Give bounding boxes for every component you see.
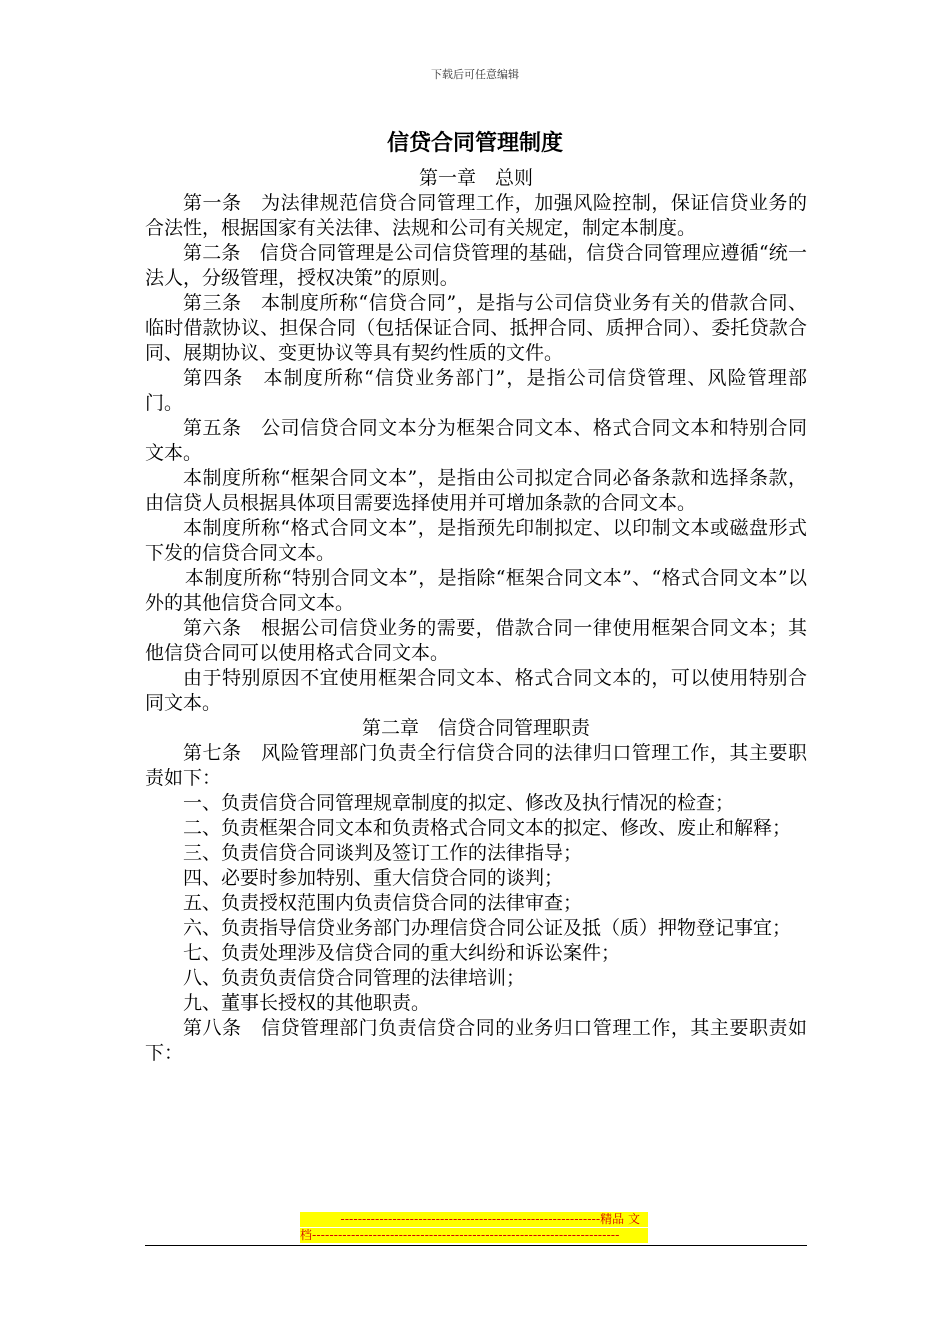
- list-item: 六、负责指导信贷业务部门办理信贷合同公证及抵（质）押物登记事宜；: [183, 917, 792, 939]
- article-5-paragraph-2: 本制度所称“框架合同文本”，是指由公司拟定合同必备条款和选择条款，由信贷人员根据具体项目需要选择使用并可增加条款的合同文本。: [145, 467, 807, 514]
- article-4: 第四条 本制度所称“信贷业务部门”，是指公司信贷管理、风险管理部门。: [145, 367, 807, 414]
- list-item: 一、负责信贷合同管理规章制度的拟定、修改及执行情况的检查；: [183, 792, 735, 814]
- list-item: 八、负责负责信贷合同管理的法律培训；: [183, 967, 526, 989]
- article-6: 第六条 根据公司信贷业务的需要，借款合同一律使用框架合同文本；其他信贷合同可以使用格式合同文本。: [145, 617, 807, 664]
- list-item: 四、必要时参加特别、重大信贷合同的谈判；: [183, 867, 564, 889]
- article-7: 第七条 风险管理部门负责全行信贷合同的法律归口管理工作，其主要职责如下：: [145, 742, 807, 789]
- article-1: 第一条 为法律规范信贷合同管理工作，加强风险控制，保证信贷业务的合法性，根据国家有关法律、法规和公司有关规定，制定本制度。: [145, 192, 807, 239]
- page-header: 下载后可任意编辑: [431, 68, 519, 81]
- list-item: 二、负责框架合同文本和负责格式合同文本的拟定、修改、废止和解释；: [183, 817, 792, 839]
- footer-watermark-line-1: [300, 1212, 648, 1227]
- list-item: 三、负责信贷合同谈判及签订工作的法律指导；: [183, 842, 583, 864]
- list-item: 九、董事长授权的其他职责。: [183, 992, 431, 1014]
- list-item: 五、负责授权范围内负责信贷合同的法律审查；: [183, 892, 583, 914]
- chapter-heading-2: 第二章 信贷合同管理职责: [361, 717, 590, 739]
- article-3: 第三条 本制度所称“信贷合同”，是指与公司信贷业务有关的借款合同、临时借款协议、担保合同（包括保证合同、抵押合同、质押合同）、委托贷款合同、展期协议、变更协议等具有契约性质的文件。: [145, 292, 807, 364]
- article-5: 第五条 公司信贷合同文本分为框架合同文本、格式合同文本和特别合同文本。: [145, 417, 807, 464]
- document-title: 信贷合同管理制度: [386, 131, 563, 156]
- footer-divider: [145, 1245, 807, 1246]
- article-5-paragraph-4: 本制度所称“特别合同文本”，是指除“框架合同文本”、“格式合同文本”以外的其他信贷合同文本。: [145, 567, 807, 614]
- article-5-paragraph-3: 本制度所称“格式合同文本”，是指预先印制拟定、以印制文本或磁盘形式下发的信贷合同文本。: [145, 517, 807, 564]
- article-2: 第二条 信贷合同管理是公司信贷管理的基础，信贷合同管理应遵循“统一法人，分级管理，授权决策”的原则。: [145, 242, 807, 289]
- footer-watermark-text-1: ------------------------------------------------------------精品 文: [340, 1212, 640, 1226]
- document-body: [145, 166, 807, 1066]
- chapter-heading-1: 第一章 总则: [418, 167, 533, 189]
- footer-watermark-line-2: 档-----------------------------------------------------------------------: [300, 1228, 648, 1243]
- article-8: 第八条 信贷管理部门负责信贷合同的业务归口管理工作，其主要职责如下：: [145, 1017, 807, 1064]
- article-6-paragraph-2: 由于特别原因不宜使用框架合同文本、格式合同文本的，可以使用特别合同文本。: [145, 667, 807, 714]
- list-item: 七、负责处理涉及信贷合同的重大纠纷和诉讼案件；: [183, 942, 621, 964]
